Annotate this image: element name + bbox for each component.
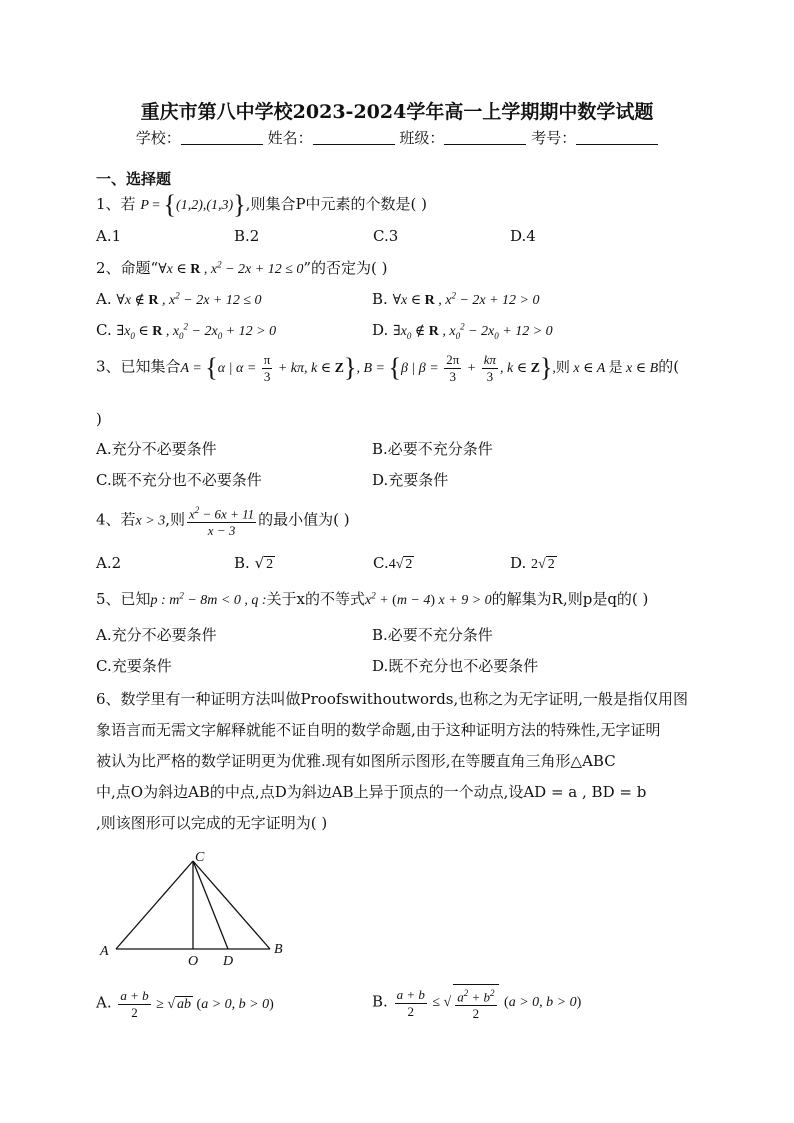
formula: P = {(1,2),(1,3)} <box>140 190 246 219</box>
class-blank[interactable] <box>444 130 526 145</box>
q5-option-b[interactable]: B.必要不充分条件 <box>372 626 493 644</box>
question-1: 1、若 P = {(1,2),(1,3)},则集合P中元素的个数是( ) <box>96 190 428 219</box>
question-4: 4、若x > 3,则 $\frac{x^2 - 6x + 11}{x - 3}$ 的最小值为( ) <box>96 502 350 539</box>
q1-option-c[interactable]: C.3 <box>373 227 399 245</box>
name-blank[interactable] <box>313 130 395 145</box>
q3-close-paren: ) <box>96 410 102 428</box>
formula-set-a: A = {α | α = $\frac{\pi}{3}$ + kπ, k ∈ Z}, B = {β | β = $\frac{2\pi}{3}$ + $\frac{k\pi}{3}$ , k ∈ Z},则 x ∈ A 是 x ∈ B <box>180 352 659 384</box>
label-o: O <box>188 954 199 969</box>
q6-option-b[interactable]: B. $\frac{a + b}{2}$ ≤ √ $\frac{a^2 + b^2}{2}$ (a > 0, b > 0) <box>372 984 581 1022</box>
question-6-line-1: 6、数学里有一种证明方法叫做Proofswithoutwords,也称之为无字证明,一般是指仅用图 <box>96 690 689 708</box>
school-label: 学校： <box>135 129 181 147</box>
label-a: A <box>100 944 109 959</box>
q3-option-a[interactable]: A.充分不必要条件 <box>96 440 217 458</box>
formula-fraction: $\frac{x^2 - 6x + 11}{x - 3}$ <box>187 502 256 539</box>
q2-option-b[interactable]: B. ∀x ∈ R , $x^2 - 2x + 12 > 0$ <box>372 290 540 308</box>
q1-option-a[interactable]: A.1 <box>96 227 122 245</box>
formula: ∀x ∈ R , $x^2 - 2x + 12 \le 0$ <box>158 259 304 277</box>
q4-option-c[interactable]: C.4√ 2 <box>373 554 413 572</box>
q5-option-d[interactable]: D.既不充分也不必要条件 <box>372 657 539 675</box>
q2-option-a[interactable]: A. ∀x ∉ R , $x^2 - 2x + 12 \le 0$ <box>96 290 262 308</box>
name-label: 姓名： <box>267 129 313 147</box>
question-6-line-4: 中,点O为斜边AB的中点,点D为斜边AB上异于顶点的一个动点,设AD = a , BD = b <box>96 783 647 801</box>
q4-option-d[interactable]: D. 2√ 2 <box>510 554 555 572</box>
q3-option-c[interactable]: C.既不充分也不必要条件 <box>96 471 262 489</box>
q3-option-b[interactable]: B.必要不充分条件 <box>372 440 493 458</box>
school-blank[interactable] <box>181 130 263 145</box>
triangle-figure <box>96 845 296 970</box>
label-c: C <box>195 850 205 865</box>
number-label: 考号： <box>531 129 577 147</box>
q6-option-a[interactable]: A. $\frac{a + b}{2}$ ≥ √ ab (a > 0, b > 0) <box>96 988 274 1020</box>
class-label: 班级： <box>399 129 445 147</box>
question-3: 3、已知集合A = {α | α = $\frac{\pi}{3}$ + kπ, k ∈ Z}, B = {β | β = $\frac{2\pi}{3}$ + $\frac{k\pi}{3}$ , k ∈ Z},则 x ∈ A 是 x ∈ B的( <box>96 352 680 384</box>
q2-option-c[interactable]: C. $\exists x_0$ ∈ R , $x_0^2 - 2x_0 + 12 > 0$ <box>96 321 277 341</box>
label-d: D <box>223 954 234 969</box>
question-6-line-5: ,则该图形可以完成的无字证明为( ) <box>96 814 328 832</box>
question-2: 2、命题“∀x ∈ R , $x^2 - 2x + 12 \le 0$”的否定为( ) <box>96 259 388 277</box>
label-b: B <box>274 942 283 957</box>
question-6-line-3: 被认为比严格的数学证明更为优雅.现有如图所示图形,在等腰直角三角形△ABC <box>96 752 616 770</box>
section-heading: 一、选择题 <box>96 170 172 188</box>
student-info-line <box>0 127 794 148</box>
q1-option-d[interactable]: D.4 <box>510 227 536 245</box>
q4-option-a[interactable]: A.2 <box>96 554 122 572</box>
q5-option-a[interactable]: A.充分不必要条件 <box>96 626 217 644</box>
page-title: 重庆市第八中学校2023-2024学年高一上学期期中数学试题 <box>140 101 654 123</box>
question-6-line-2: 象语言而无需文字解释就能不证自明的数学命题,由于这种证明方法的特殊性,无字证明 <box>96 721 661 739</box>
q1-option-b[interactable]: B.2 <box>234 227 260 245</box>
q5-option-c[interactable]: C.充要条件 <box>96 657 172 675</box>
question-5: 5、已知p : $m^2 - 8m < 0$ , q :关于x的不等式$x^2 + (m - 4) x + 9 > 0$的解集为R,则p是q的( ) <box>96 590 649 608</box>
number-blank[interactable] <box>576 130 658 145</box>
q3-option-d[interactable]: D.充要条件 <box>372 471 449 489</box>
q4-option-b[interactable]: B. √ 2 <box>234 554 274 572</box>
q2-option-d[interactable]: D. $\exists x_0$ ∉ R , $x_0^2 - 2x_0 + 12 > 0$ <box>372 321 553 341</box>
